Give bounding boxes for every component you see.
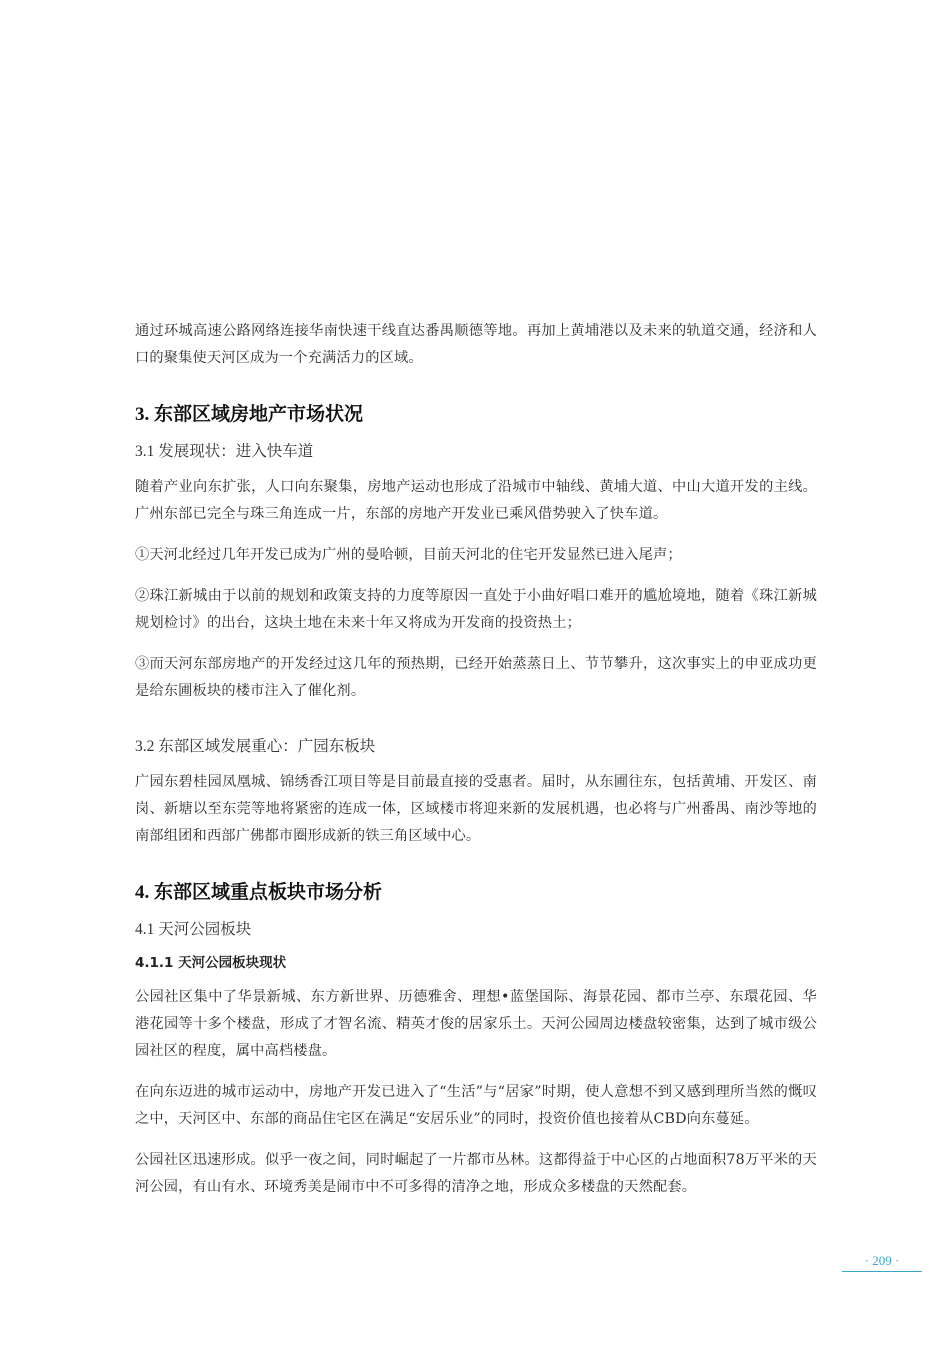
- page-footer: [842, 1252, 922, 1272]
- page-number: · 209 ·: [864, 1253, 900, 1268]
- section-3-2-paragraph: 广园东碧桂园凤凰城、锦绣香江项目等是目前最直接的受惠者。届时，从东圃往东，包括黄埔、开发区、南岗、新塘以至东莞等地将紧密的连成一体，区域楼市将迎来新的发展机遇，也必将与广州番禺、南沙等地的南部组团和西部广佛都市圈形成新的铁三角区域中心。: [135, 774, 817, 844]
- section-4-heading: 4. 东部区域重点板块市场分析: [135, 882, 383, 903]
- intro-paragraph: 通过环城高速公路网络连接华南快速干线直达番禺顺德等地。再加上黄埔港以及未来的轨道交通，经济和人口的聚集使天河区成为一个充满活力的区域。: [135, 323, 817, 366]
- footer-rule: [842, 1271, 922, 1272]
- page-content: [135, 318, 817, 1201]
- section-4-1-1-paragraph-2: 在向东迈进的城市运动中，房地产开发已进入了“生活”与“居家”时期，使人意想不到又感到理所当然的慨叹之中，天河区中、东部的商品住宅区在满足“安居乐业”的同时，投资价值也接着从CBD向东蔓延。: [135, 1084, 817, 1127]
- section-3-heading: 3. 东部区域房地产市场状况: [135, 404, 364, 425]
- section-4-1-1-paragraph-3: 公园社区迅速形成。似乎一夜之间，同时崛起了一片都市丛林。这都得益于中心区的占地面积78万平米的天河公园，有山有水、环境秀美是闹市中不可多得的清净之地，形成众多楼盘的天然配套。: [135, 1152, 817, 1195]
- section-3-1-item-3: ③而天河东部房地产的开发经过这几年的预热期，已经开始蒸蒸日上、节节攀升，这次事实上的申亚成功更是给东圃板块的楼市注入了催化剂。: [135, 656, 817, 699]
- section-4-1-heading: 4.1 天河公园板块: [135, 921, 252, 938]
- section-4-1-1-paragraph-1: 公园社区集中了华景新城、东方新世界、历德雅舍、理想•蓝堡国际、海景花园、都市兰亭、东環花园、华港花园等十多个楼盘，形成了才智名流、精英才俊的居家乐土。天河公园周边楼盘较密集，达到了城市级公园社区的程度，属中高档楼盘。: [135, 989, 817, 1059]
- section-4-1-1-heading: 4.1.1 天河公园板块现状: [135, 955, 287, 971]
- section-3-1-heading: 3.1 发展现状：进入快车道: [135, 443, 314, 460]
- section-3-2-heading: 3.2 东部区域发展重心：广园东板块: [135, 738, 376, 755]
- section-3-1-item-2: ②珠江新城由于以前的规划和政策支持的力度等原因一直处于小曲好唱口难开的尴尬境地，随着《珠江新城规划检讨》的出台，这块土地在未来十年又将成为开发商的投资热土；: [135, 588, 817, 631]
- section-3-1-item-1: ①天河北经过几年开发已成为广州的曼哈顿，目前天河北的住宅开发显然已进入尾声；: [135, 547, 682, 563]
- section-3-1-paragraph: 随着产业向东扩张，人口向东聚集，房地产运动也形成了沿城市中轴线、黄埔大道、中山大道开发的主线。广州东部已完全与珠三角连成一片，东部的房地产开发业已乘风借势驶入了快车道。: [135, 479, 817, 522]
